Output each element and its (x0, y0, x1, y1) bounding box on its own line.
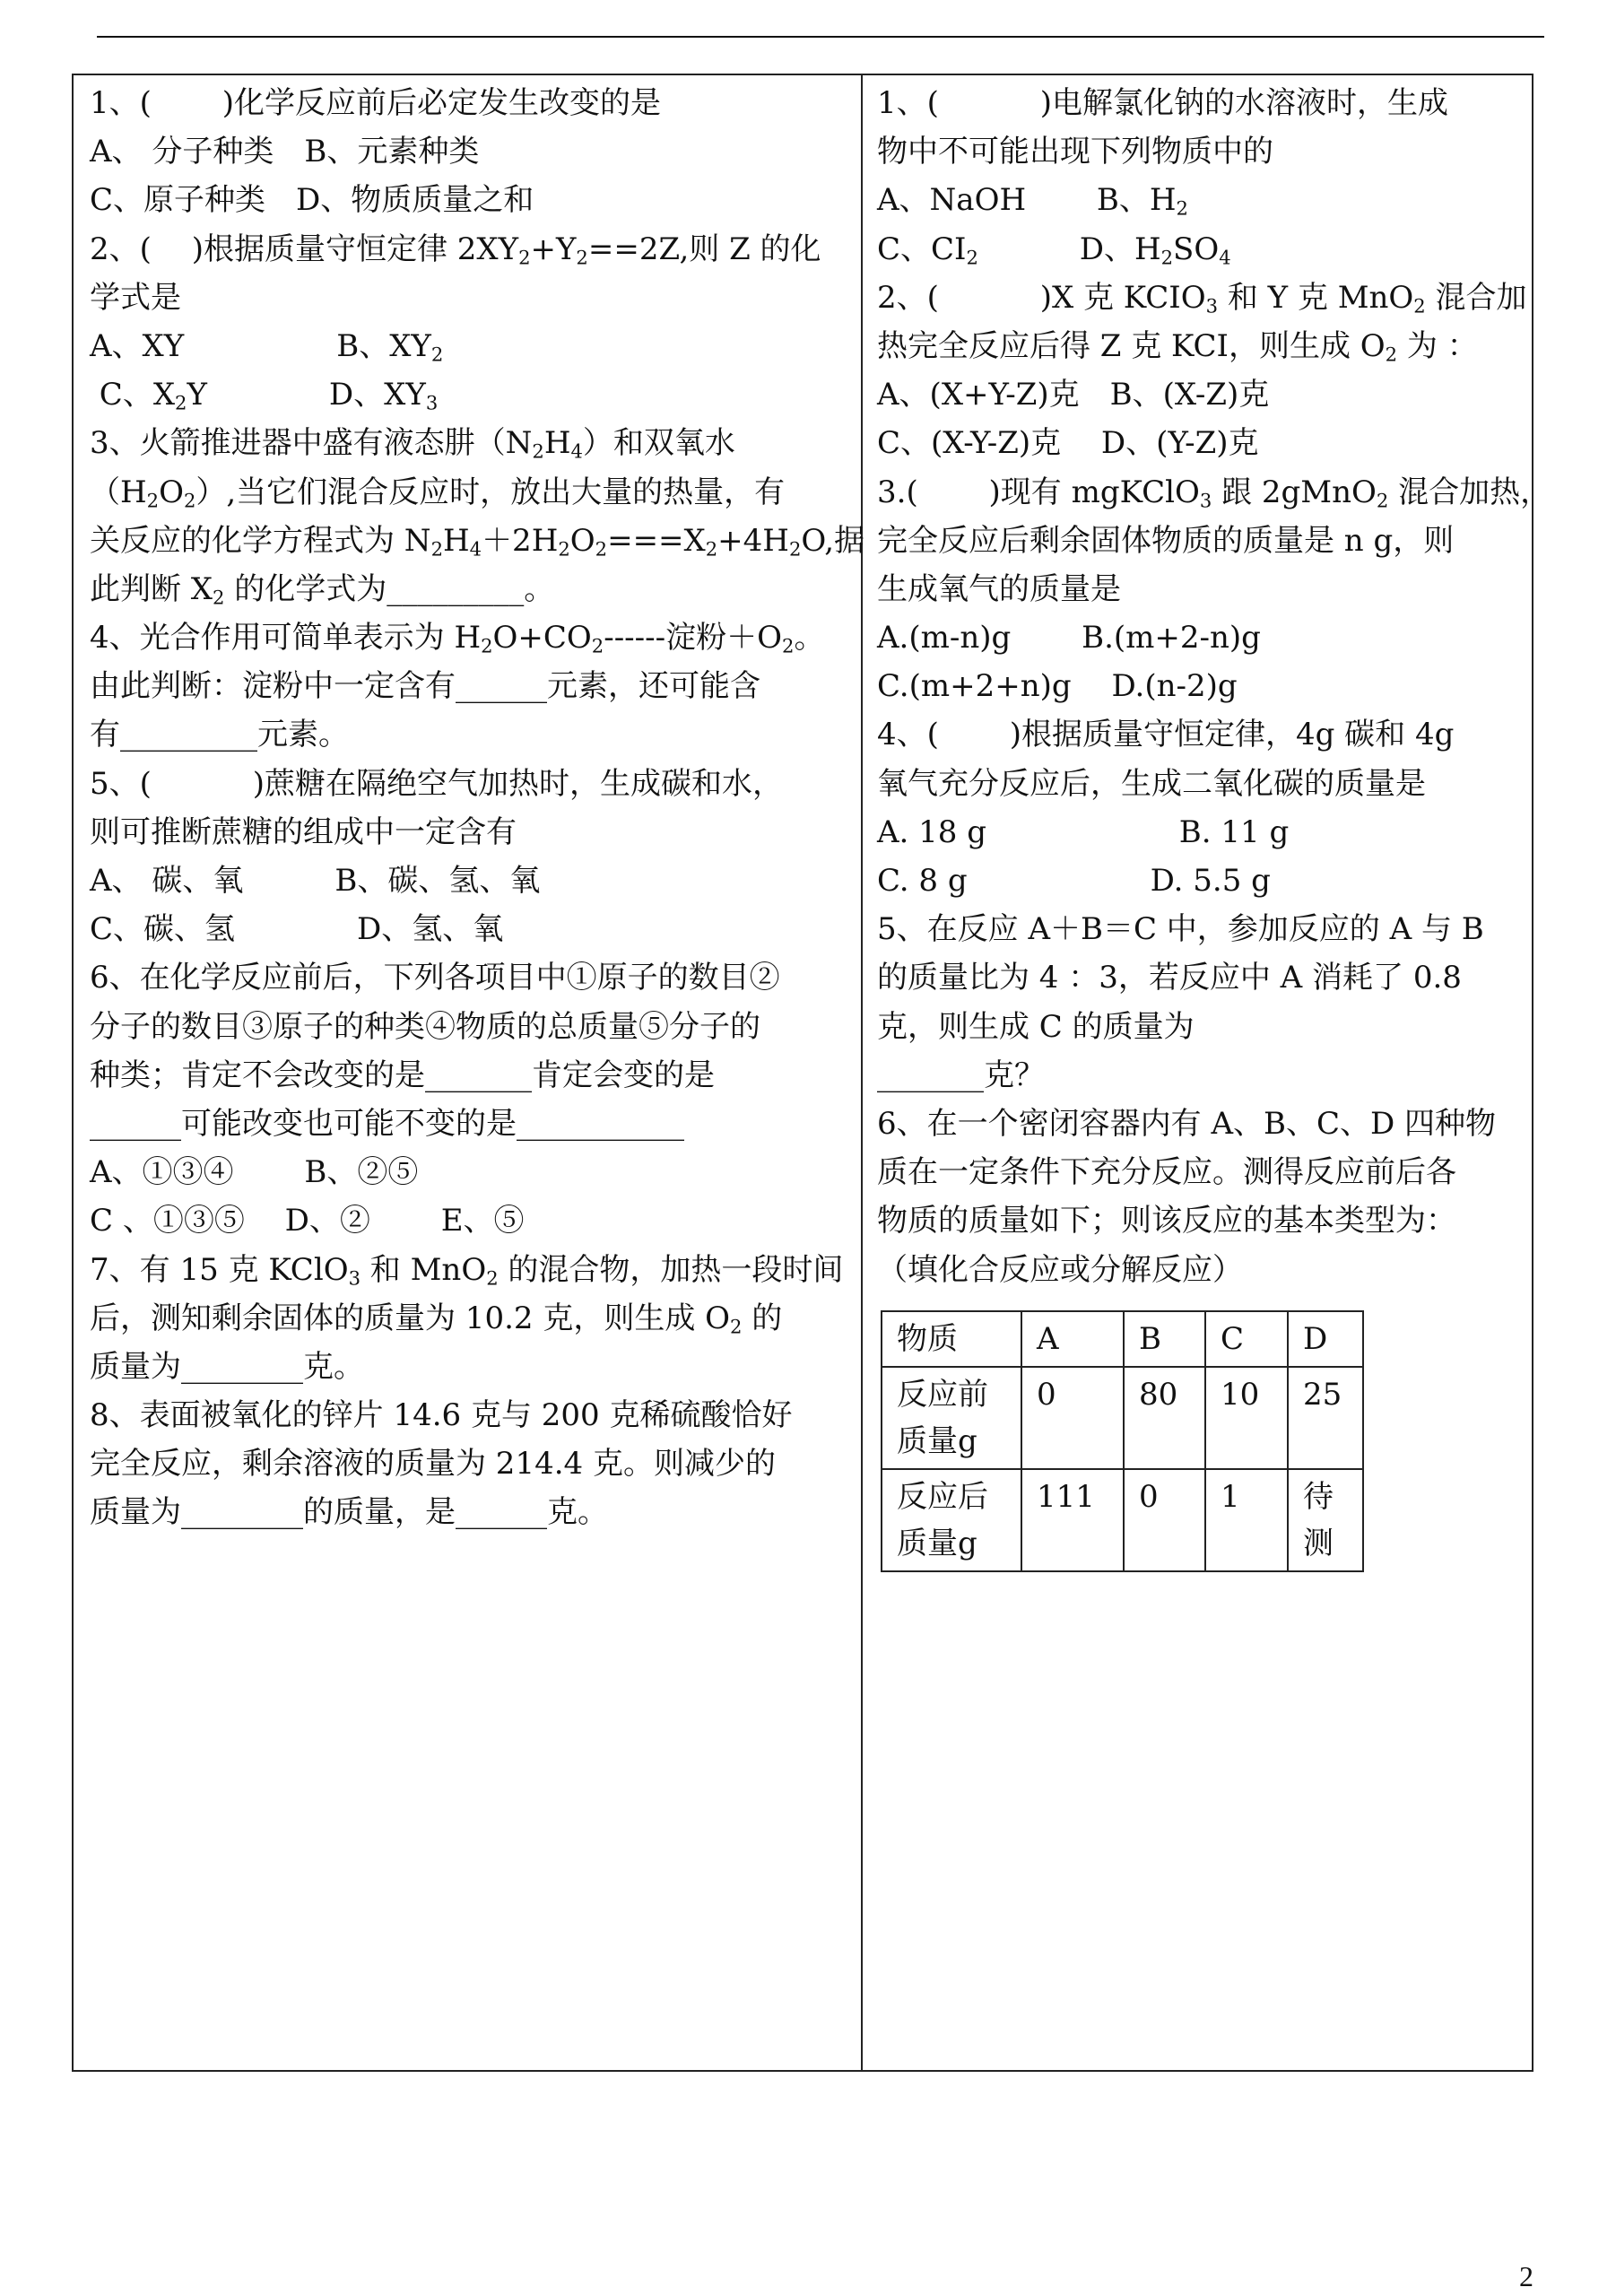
question-line: 5、在反应 A＋B＝C 中，参加反应的 A 与 B (877, 911, 1484, 948)
table-cell: 反应前质量g (882, 1367, 1021, 1469)
question-line: 4、光合作用可简单表示为 $H_2O+CO_2------$淀粉$+O_2$。 (90, 620, 825, 657)
question-line: 质量为________的质量，是______克。 (90, 1494, 608, 1531)
question-line: 质量为________克。 (90, 1348, 364, 1385)
question-line: 完全反应后剩余固体物质的质量是 n g，则 (877, 522, 1455, 559)
question-line: C.(m+2+n)g D.(n-2)g (877, 668, 1238, 705)
question-line: C、$CI_2$ D、$H_2SO_4$ (877, 230, 1231, 268)
right-question-lines (877, 79, 1551, 1294)
question-line: 5、( )蔗糖在隔绝空气加热时，生成碳和水， (90, 765, 783, 802)
question-line: 种类；肯定不会改变的是_______肯定会变的是 (90, 1057, 715, 1093)
question-line: $(H_2O_2)$,当它们混合反应时，放出大量的热量，有 (90, 474, 786, 511)
question-line: A、XY B、$XY_2$ (90, 327, 444, 366)
question-line: 6、在一个密闭容器内有 A、B、C、D 四种物 (877, 1105, 1497, 1142)
table-header-cell: C (1205, 1311, 1288, 1367)
question-line: 7、有 15 克 KClO$_3$ 和 MnO$_2$ 的混合物，加热一段时间 (90, 1251, 844, 1289)
table-cell: 1 (1205, 1469, 1288, 1571)
question-line: 关反应的化学方程式为 $N_2H_4+2H_2O_2===X_2+4H_2O$,据 (90, 522, 865, 560)
question-line: 3、火箭推进器中盛有液态肼$(N_2H_4)$和双氧水 (90, 425, 735, 463)
question-line: 6、在化学反应前后，下列各项目中①原子的数目② (90, 960, 780, 996)
table-header-cell: B (1124, 1311, 1205, 1367)
question-line: 3.( )现有 mgKClO$_3$ 跟 2gMnO$_2$ 混合加热， (877, 474, 1551, 511)
table-cell: 反应后质量g (882, 1469, 1021, 1571)
question-line: _______克？ (877, 1057, 1045, 1093)
question-line: 热完全反应后得 Z 克 KCI，则生成 $O_2$ 为 ： (877, 327, 1478, 366)
question-line: A、①③④ B、②⑤ (90, 1154, 419, 1191)
header-rule (97, 36, 1544, 38)
table-cell: 25 (1288, 1367, 1363, 1469)
table-header-cell: A (1021, 1311, 1124, 1367)
table-header-row (882, 1311, 1363, 1367)
column-divider (861, 74, 863, 2072)
table-cell: 0 (1124, 1469, 1205, 1571)
question-line: 2、( )根据质量守恒定律 $2XY_2+Y_2==2Z$,则 Z 的化 (90, 230, 821, 268)
question-line: 则可推断蔗糖的组成中一定含有 (90, 813, 517, 850)
question-line: A、 分子种类 B、元素种类 (90, 134, 480, 170)
table-cell: 10 (1205, 1367, 1288, 1469)
right-column (877, 79, 1551, 1572)
question-line: A、(X+Y-Z)克 B、(X-Z)克 (877, 377, 1270, 413)
question-line: 2、( )X 克 $KCIO_3$ 和 Y 克 MnO$_2$ 混合加 (877, 279, 1527, 317)
table-cell: 80 (1124, 1367, 1205, 1469)
question-line: A.(m-n)g B.(m+2-n)g (877, 620, 1261, 657)
question-line: C、原子种类 D、物质质量之和 (90, 182, 534, 219)
question-line: ______可能改变也可能不变的是___________ (90, 1105, 684, 1142)
question-line: 完全反应，剩余溶液的质量为 214.4 克。则减少的 (90, 1446, 776, 1483)
question-line: 有_________元素。 (90, 717, 349, 753)
question-line: A、NaOH B、$H_2$ (877, 182, 1188, 220)
question-line: 后，测知剩余固体的质量为 10.2 克，则生成 $O_2$ 的 (90, 1300, 783, 1337)
question-line: C、$X_2Y$ D、$XY_3$ (90, 377, 439, 414)
table-header-cell: 物质 (882, 1311, 1021, 1367)
table-row (882, 1469, 1363, 1571)
table-cell: 待测 (1288, 1469, 1363, 1571)
question-line: 1、( )电解氯化钠的水溶液时，生成 (877, 85, 1448, 121)
question-line: 8、表面被氧化的锌片 14.6 克与 200 克稀硫酸恰好 (90, 1397, 793, 1434)
question-line: 克，则生成 C 的质量为 (877, 1008, 1195, 1045)
question-line: C、碳、氢 D、氢、氧 (90, 911, 504, 948)
table-row (882, 1367, 1363, 1469)
table-cell: 0 (1021, 1367, 1124, 1469)
question-line: （填化合反应或分解反应） (877, 1251, 1243, 1288)
question-line: 氧气充分反应后，生成二氧化碳的质量是 (877, 765, 1426, 802)
question-line: 4、( )根据质量守恒定律，4g 碳和 4g (877, 717, 1455, 753)
mass-data-table (881, 1310, 1364, 1572)
question-line: A、 碳、氧 B、碳、氢、氧 (90, 863, 541, 899)
question-line: 此判断 $X_2$ 的化学式为_________。 (90, 570, 555, 609)
question-line: 1、( )化学反应前后必定发生改变的是 (90, 85, 661, 121)
question-line: 由此判断：淀粉中一定含有______元素，还可能含 (90, 668, 760, 705)
page-number: 2 (1519, 2260, 1533, 2292)
question-line: 生成氧气的质量是 (877, 570, 1121, 607)
question-line: C 、①③⑤ D、② E、⑤ (90, 1203, 525, 1239)
question-line: 学式是 (90, 279, 181, 316)
question-line: C. 8 g D. 5.5 g (877, 863, 1271, 899)
question-line: C、(X-Y-Z)克 D、(Y-Z)克 (877, 425, 1259, 462)
question-line: A. 18 g B. 11 g (877, 813, 1290, 850)
question-line: 分子的数目③原子的种类④物质的总质量⑤分子的 (90, 1008, 760, 1045)
question-line: 的质量比为 4 ：3，若反应中 A 消耗了 0.8 (877, 960, 1462, 996)
left-column (90, 79, 865, 1537)
question-line: 物质的质量如下；则该反应的基本类型为： (877, 1203, 1456, 1239)
table-header-cell: D (1288, 1311, 1363, 1367)
question-line: 质在一定条件下充分反应。测得反应前后各 (877, 1154, 1456, 1191)
table-cell: 111 (1021, 1469, 1124, 1571)
question-line: 物中不可能出现下列物质中的 (877, 134, 1273, 170)
